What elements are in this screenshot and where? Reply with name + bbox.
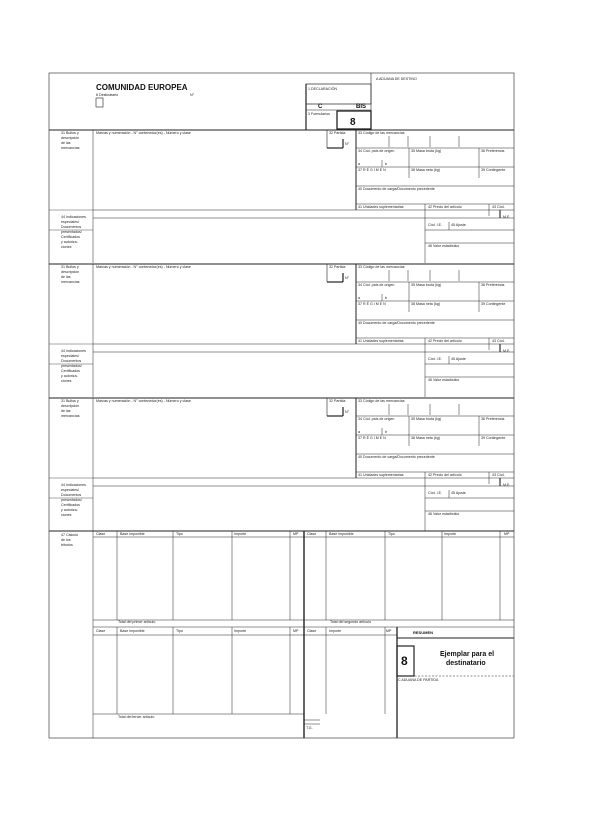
- cod-43-label: 43 Cód.: [492, 205, 505, 209]
- header-box-8: 8: [350, 117, 356, 128]
- indicaciones-label: presentados/: [61, 230, 82, 234]
- precio-label: 42 Precio del artículo: [428, 339, 462, 343]
- ajuste-label: 45 Ajuste: [451, 357, 466, 361]
- bultos-label: mercancías: [61, 414, 80, 418]
- preferencia-label: 36 Preferencia: [481, 283, 505, 287]
- bultos-label: 31 Bultos y: [61, 131, 79, 135]
- resumen-label: RESUMEN: [413, 630, 434, 635]
- bultos-label: mercancías: [61, 146, 80, 150]
- codigo-label: 33 Código de las mercancías: [358, 265, 405, 269]
- documento-carga-label: 40 Documento de carga/Documento precedente: [358, 455, 435, 459]
- unidades-label: 41 Unidades suplementarias: [358, 205, 404, 209]
- bultos-label: de las: [61, 141, 71, 145]
- importe-header-3: Importe: [234, 629, 247, 633]
- item-sections: [49, 130, 514, 531]
- base-header-3: Base imponible: [120, 629, 145, 633]
- me-label: M.E.: [503, 349, 511, 353]
- indicaciones-label: y autoriza-: [61, 508, 78, 512]
- masa-neta-label: 38 Masa neta (kg): [411, 302, 440, 306]
- ejemplar-number: 8: [401, 654, 408, 668]
- importe-header-4: Importe: [329, 629, 342, 633]
- item-section-3: [49, 398, 514, 531]
- mp-header-2: MP: [504, 532, 510, 536]
- unidades-label: 41 Unidades suplementarias: [358, 473, 404, 477]
- tributos-label: 47 Cálculo: [61, 533, 78, 537]
- cod-ie-label: Cód. I.E.: [428, 223, 442, 227]
- tributos-label: de los: [61, 538, 71, 542]
- indicaciones-label: Documentos: [61, 225, 82, 229]
- valor-estadistico-label: 46 Valor estadístico: [428, 244, 460, 248]
- base-header: Base imponible: [120, 532, 145, 536]
- form-title: COMUNIDAD EUROPEA: [96, 83, 188, 92]
- contingente-label: 39 Contingente: [481, 436, 506, 440]
- ajuste-label: 45 Ajuste: [451, 223, 466, 227]
- destinatario-checkbox[interactable]: [96, 98, 103, 107]
- clase-header-2: Clase: [307, 532, 317, 536]
- b-label: b: [385, 430, 387, 434]
- bultos-label: descripción: [61, 270, 80, 274]
- clase-header-4: Clase: [307, 629, 317, 633]
- declaracion-c: C: [318, 104, 323, 110]
- tributos-label: tributos: [61, 543, 73, 547]
- destinatario-label: 8 Destinatario: [96, 93, 119, 97]
- tributos-section: [49, 531, 514, 738]
- cod-ie-label: Cód. I.E.: [428, 357, 442, 361]
- regimen-label: 37 R É G I M E N: [358, 436, 386, 440]
- indicaciones-label: especiales/: [61, 354, 79, 358]
- masa-bruta-label: 35 Masa bruta (kg): [411, 149, 442, 153]
- codigo-label: 33 Código de las mercancías: [358, 399, 405, 403]
- regimen-label: 37 R É G I M E N: [358, 302, 386, 306]
- indicaciones-label: 44 Indicaciones: [61, 483, 86, 487]
- indicaciones-label: 44 Indicaciones: [61, 215, 86, 219]
- mp-header-4: MP: [386, 629, 392, 633]
- declaration-box: [306, 73, 371, 130]
- importe-header: Importe: [234, 532, 247, 536]
- declaracion-label: 1 DECLARACIÓN: [308, 87, 337, 91]
- bultos-label: descripción: [61, 136, 80, 140]
- indicaciones-label: ciones: [61, 379, 72, 383]
- bultos-label: 31 Bultos y: [61, 399, 79, 403]
- total-segundo-label: Total del segundo artículo: [330, 620, 371, 624]
- contingente-label: 39 Contingente: [481, 168, 506, 172]
- a-label: a: [358, 430, 360, 434]
- aduana-partida-label: C ADUANA DE PARTIDA: [398, 678, 439, 682]
- masa-neta-label: 38 Masa neta (kg): [411, 436, 440, 440]
- total-tercer-label: Total del tercer artículo: [118, 715, 155, 719]
- importe-header-2: Importe: [444, 532, 457, 536]
- cod-43-label: 43 Cód.: [492, 339, 505, 343]
- partida-no-label: N°: [345, 142, 350, 146]
- base-header-2: Base imponible: [329, 532, 354, 536]
- masa-bruta-label: 35 Masa bruta (kg): [411, 283, 442, 287]
- partida-no-label: N°: [345, 276, 350, 280]
- cod-43-label: 43 Cód.: [492, 473, 505, 477]
- indicaciones-label: Documentos: [61, 359, 82, 363]
- partida-no-label: N°: [345, 410, 350, 414]
- preferencia-label: 36 Preferencia: [481, 149, 505, 153]
- bultos-label: de las: [61, 409, 71, 413]
- indicaciones-label: y autoriza-: [61, 240, 78, 244]
- item-section-1: [49, 130, 514, 263]
- pais-origen-label: 34 Cód. país de origen: [358, 283, 395, 287]
- marcas-label: Marcas y numeración - N° contenedor(es) - Número y clase: [96, 265, 191, 269]
- indicaciones-label: Certificados: [61, 369, 80, 373]
- bultos-label: descripción: [61, 404, 80, 408]
- clase-header-3: Clase: [96, 629, 106, 633]
- codigo-label: 33 Código de las mercancías: [358, 131, 405, 135]
- indicaciones-label: presentados/: [61, 364, 82, 368]
- b-label: b: [385, 162, 387, 166]
- pais-origen-label: 34 Cód. país de origen: [358, 149, 395, 153]
- partida-label: 32 Partida: [329, 265, 346, 269]
- indicaciones-label: ciones: [61, 245, 72, 249]
- formularios-label: 3 Formularios: [308, 112, 330, 116]
- b-label: b: [385, 296, 387, 300]
- indicaciones-label: especiales/: [61, 220, 79, 224]
- precio-label: 42 Precio del artículo: [428, 205, 462, 209]
- masa-bruta-label: 35 Masa bruta (kg): [411, 417, 442, 421]
- indicaciones-label: Certificados: [61, 503, 80, 507]
- pais-origen-label: 34 Cód. país de origen: [358, 417, 395, 421]
- tipo-header: Tipo: [176, 532, 183, 536]
- contingente-label: 39 Contingente: [481, 302, 506, 306]
- indicaciones-label: ciones: [61, 513, 72, 517]
- indicaciones-label: 44 Indicaciones: [61, 349, 86, 353]
- aduana-destino-label: A ADUANA DE DESTINO: [376, 77, 417, 81]
- valor-estadistico-label: 46 Valor estadístico: [428, 512, 460, 516]
- mp-header-3: MP: [293, 629, 299, 633]
- bultos-label: 31 Bultos y: [61, 265, 79, 269]
- documento-carga-label: 40 Documento de carga/Documento precedente: [358, 321, 435, 325]
- me-label: M.E.: [503, 483, 511, 487]
- cod-ie-label: Cód. I.E.: [428, 491, 442, 495]
- valor-estadistico-label: 46 Valor estadístico: [428, 378, 460, 382]
- partida-label: 32 Partida: [329, 399, 346, 403]
- bultos-label: de las: [61, 275, 71, 279]
- declaracion-bis: BIS: [356, 104, 367, 110]
- tipo-header-2: Tipo: [388, 532, 395, 536]
- bultos-label: mercancías: [61, 280, 80, 284]
- me-label: M.E.: [503, 215, 511, 219]
- ajuste-label: 45 Ajuste: [451, 491, 466, 495]
- clase-header: Clase: [96, 532, 106, 536]
- indicaciones-label: presentados/: [61, 498, 82, 502]
- marcas-label: Marcas y numeración - N° contenedor(es) - Número y clase: [96, 131, 191, 135]
- precio-label: 42 Precio del artículo: [428, 473, 462, 477]
- documento-carga-label: 40 Documento de carga/Documento precedente: [358, 187, 435, 191]
- tipo-header-3: Tipo: [176, 629, 183, 633]
- unidades-label: 41 Unidades suplementarias: [358, 339, 404, 343]
- ejemplar-title-2: destinatario: [446, 660, 486, 667]
- preferencia-label: 36 Preferencia: [481, 417, 505, 421]
- masa-neta-label: 38 Masa neta (kg): [411, 168, 440, 172]
- total-primer-label: Total del primer artículo: [118, 620, 156, 624]
- indicaciones-label: especiales/: [61, 488, 79, 492]
- regimen-label: 37 R É G I M E N: [358, 168, 386, 172]
- partida-label: 32 Partida: [329, 131, 346, 135]
- tg-label: T.G.: [306, 726, 313, 730]
- destinatario-no-label: N°: [190, 93, 195, 97]
- a-label: a: [358, 162, 360, 166]
- indicaciones-label: Certificados: [61, 235, 80, 239]
- item-section-2: [49, 264, 514, 397]
- ejemplar-title-1: Ejemplar para el: [440, 651, 495, 658]
- mp-header: MP: [293, 532, 299, 536]
- indicaciones-label: Documentos: [61, 493, 82, 497]
- marcas-label: Marcas y numeración - N° contenedor(es) - Número y clase: [96, 399, 191, 403]
- indicaciones-label: y autoriza-: [61, 374, 78, 378]
- a-label: a: [358, 296, 360, 300]
